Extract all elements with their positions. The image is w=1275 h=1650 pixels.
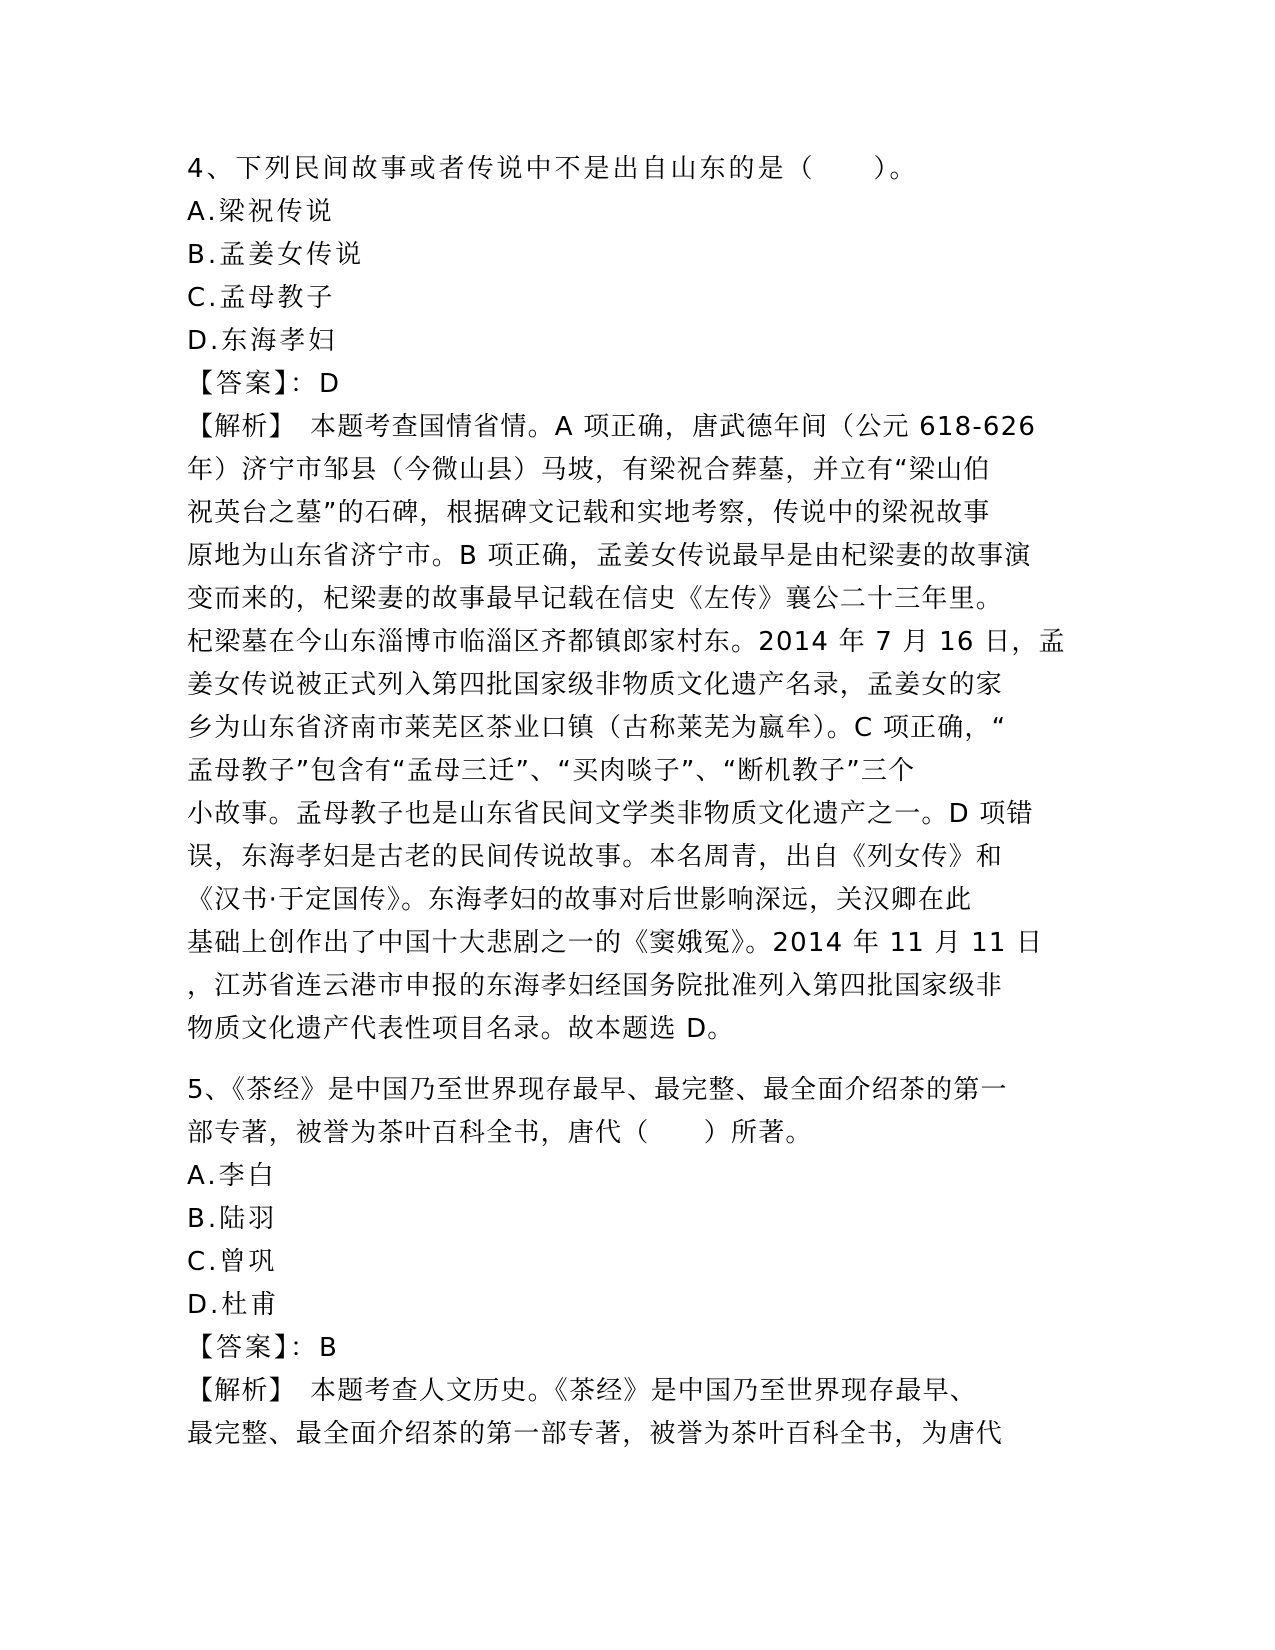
question-stem: 部专著，被誉为茶叶百科全书，唐代（ ）所著。 [187, 1118, 813, 1148]
explanation-line: 祝英台之墓”的石碑，根据碑文记载和实地考察，传说中的梁祝故事 [187, 498, 991, 528]
explanation-line: 年）济宁市邹县（今微山县）马坡，有梁祝合葬墓，并立有“梁山伯 [187, 455, 991, 485]
explanation-line: 物质文化遗产代表性项目名录。故本题选 D。 [187, 1014, 735, 1044]
explanation-line: 【解析】 本题考查人文历史。《茶经》是中国乃至世界现存最早、 [187, 1376, 978, 1406]
question-stem: 5、《茶经》是中国乃至世界现存最早、最完整、最全面介绍茶的第一 [187, 1075, 1008, 1105]
option-b: B.陆羽 [187, 1204, 278, 1234]
explanation-line: 杞梁墓在今山东淄博市临淄区齐都镇郎家村东。2014 年 7 月 16 日，孟 [187, 627, 1066, 657]
document-content [187, 148, 1087, 1456]
explanation-line: 原地为山东省济宁市。B 项正确，孟姜女传说最早是由杞梁妻的故事演 [187, 541, 1032, 571]
answer-line: 【答案】：D [187, 369, 343, 399]
explanation [187, 1370, 1087, 1456]
option-a: A.梁祝传说 [187, 197, 335, 227]
explanation-line: 误，东海孝妇是古老的民间传说故事。本名周青，出自《列女传》和 [187, 842, 1004, 872]
explanation-line: 变而来的，杞梁妻的故事最早记载在信史《左传》襄公二十三年里。 [187, 584, 1004, 614]
option-c: C.曾巩 [187, 1247, 278, 1277]
explanation-line: 乡为山东省济南市莱芜区茶业口镇（古称莱芜为嬴牟）。C 项正确，“ [187, 713, 1007, 743]
explanation-line: 基础上创作出了中国十大悲剧之一的《窦娥冤》。2014 年 11 月 11 日 [187, 928, 1044, 958]
explanation-line: 【解析】 本题考查国情省情。A 项正确，唐武德年间（公元 618-626 [187, 412, 1037, 442]
question-spacer [187, 1051, 1087, 1069]
explanation [187, 406, 1087, 1051]
option-a: A.李白 [187, 1161, 277, 1191]
answer-line: 【答案】：B [187, 1333, 340, 1363]
explanation-line: 小故事。孟母教子也是山东省民间文学类非物质文化遗产之一。D 项错 [187, 799, 1034, 829]
explanation-line: 孟母教子”包含有“孟母三迁”、“买肉啖子”、“断机教子”三个 [187, 756, 916, 786]
explanation-line: 最完整、最全面介绍茶的第一部专著，被誉为茶叶百科全书，为唐代 [187, 1419, 1004, 1449]
explanation-line: ，江苏省连云港市申报的东海孝妇经国务院批准列入第四批国家级非 [187, 971, 1004, 1001]
option-d: D.杜甫 [187, 1290, 280, 1320]
question-stem: 4、下列民间故事或者传说中不是出自山东的是（ ）。 [187, 154, 919, 184]
question-5 [187, 1069, 1087, 1456]
option-d: D.东海孝妇 [187, 326, 338, 356]
question-4 [187, 148, 1087, 1051]
option-c: C.孟母教子 [187, 283, 336, 313]
option-b: B.孟姜女传说 [187, 240, 365, 270]
explanation-line: 《汉书·于定国传》。东海孝妇的故事对后世影响深远，关汉卿在此 [187, 885, 973, 915]
explanation-line: 姜女传说被正式列入第四批国家级非物质文化遗产名录，孟姜女的家 [187, 670, 1004, 700]
